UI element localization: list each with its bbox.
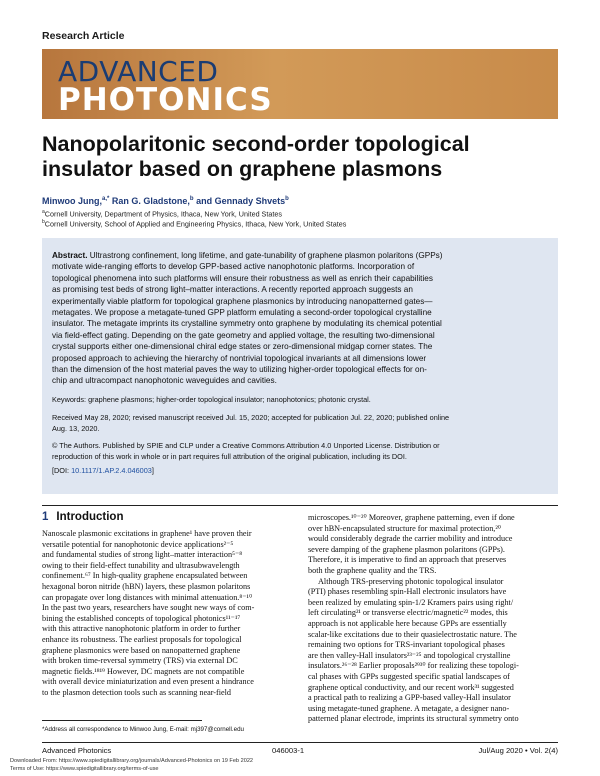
doi-line: [DOI: 10.1117/1.AP.2.4.046003] bbox=[52, 466, 154, 475]
footer-issue: Jul/Aug 2020 • Vol. 2(4) bbox=[478, 746, 558, 755]
abstract-label: Abstract. bbox=[52, 251, 88, 260]
affiliation-b: $^b$Cornell University, School of Applied and Engineering Physics, Ithaca, New York, United States bbox=[42, 219, 347, 229]
article-title bbox=[42, 132, 558, 182]
author-affil-mark: b bbox=[189, 196, 194, 202]
author-affil-mark: b bbox=[285, 196, 289, 202]
footnote-rule bbox=[42, 720, 202, 721]
author-list bbox=[42, 196, 289, 206]
right-column: microscopes.¹⁰⁻²⁰ Moreover, graphene patterning, even if done over hBN-encapsulated structure for maximal protection,²⁰ would considerably degrade the carrier mobility and introduce severe damping of the graphene plasmon polaritons (GPPs). Therefore, it is imperative to find an approach that preserves both the graphene quality and the TRS. Although TRS-preserving photonic topological insulator (PTI) phases resembling spin-Hall electronic insulators have been realized by emulating spin-1/2 Kramers pairs using right/ left circulating²¹ or transverse electric/magnetic²² modes, this approach is not applicable here because GPPs are essentially scalar-like excitations due to their quasielectrostatic nature. The remaining two options for TRS-invariant topological phases are then valley-Hall insulators²³⁻²⁵ and topological crystalline insulators.²⁶⁻²⁸ Earlier proposals²⁹³⁰ for realizing these topologi- cal phases with GPPs suggested specific spatial landscapes of graphene optical conductivity, and our recent work³¹ suggested a practical path to realizing a GPP-based valley-Hall insulator using metagate-tuned graphene. A metagate, a designer nano- patterned planar electrode, imprints its structural symmetry onto bbox=[308, 513, 519, 724]
section-divider bbox=[42, 505, 558, 506]
correspondence-footnote: *Address all correspondence to Minwoo Jung, E-mail: mj397@cornell.edu bbox=[42, 726, 244, 733]
author-affil-mark: a,* bbox=[102, 196, 110, 202]
keywords: Keywords: graphene plasmons; higher-order topological insulator; nanophotonics; photonic crystal. bbox=[52, 395, 371, 404]
title-line-2: insulator based on graphene plasmons bbox=[42, 157, 443, 181]
left-column: Nanoscale plasmonic excitations in graphene¹ have proven their versatile potential for nanophotonic device applications²⁻⁵ and fundamental studies of strong light–matter interaction⁵⁻⁸ owing to their field-effect tunability and ultrasubwavelength confinement.⁶⁷ In high-quality graphene encapsulated between hexagonal boron nitride (hBN) layers, these plasmon polaritons can propagate over long distances with minimal attenuation.⁸⁻¹⁰ In the past two years, researchers have sought new ways of com- bining the established concepts of topological photonics¹¹⁻¹⁷ with this attractive nanophotonic platform in order to further enhance its robustness. The earliest proposals for topological graphene plasmonics were based on nanopatterned graphene with broken time-reversal symmetry (TRS) via external DC magnetic fields.¹⁸¹⁹ However, DC magnets are not compatible with overall device miniaturization and even present a hindrance to the plasmon detection tools such as scanning near-field bbox=[42, 529, 255, 697]
author-name[interactable]: Ran G. Gladstone, bbox=[111, 196, 190, 206]
license-statement: © The Authors. Published by SPIE and CLP under a Creative Commons Attribution 4.0 Unported License. Distribution or reproduction of this work in whole or in part requires full attribution of the original publication, including its DOI. bbox=[52, 441, 440, 461]
affiliation-a: $^a$Cornell University, Department of Physics, Ithaca, New York, United States bbox=[42, 209, 282, 219]
footer-rule bbox=[42, 742, 558, 743]
publication-history: Received May 28, 2020; revised manuscript received Jul. 15, 2020; accepted for publication Jul. 22, 2020; published online Aug. 13, 2020. bbox=[52, 413, 450, 433]
author-name[interactable]: and Gennady Shvets bbox=[196, 196, 286, 206]
title-line-1: Nanopolaritonic second-order topological bbox=[42, 132, 470, 156]
journal-banner-line2: PHOTONICS bbox=[58, 82, 273, 118]
footer-page-number: 046003-1 bbox=[272, 746, 305, 755]
footer-journal: Advanced Photonics bbox=[42, 746, 112, 755]
author-name[interactable]: Minwoo Jung, bbox=[42, 196, 102, 206]
doi-link[interactable]: 10.1117/1.AP.2.4.046003 bbox=[71, 466, 152, 475]
download-notice: Downloaded From: https://www.spiedigitallibrary.org/journals/Advanced-Photonics on 19 Feb 2022 bbox=[10, 758, 254, 764]
abstract-text: Abstract. Ultrastrong confinement, long lifetime, and gate-tunability of graphene plasmon polaritons (GPPs) motivate wide-ranging efforts to develop GPP-based active nanophotonic platforms. Incorporation of topological phenomena into such platforms will ensure their robustness as well as enrich their capabilities as promising test beds of strong light–matter interactions. A recently reported approach suggests an experimentally viable platform for topological graphene plasmonics by introducing nanopatterned gates— metagates. We propose a metagate-tuned GPP platform emulating a second-order topological crystalline insulator. The metagate imprints its crystalline symmetry onto graphene by modulating its chemical potential via field-effect gating. Depending on the gate geometry and applied voltage, the resulting two-dimensional crystal supports either one-dimensional chiral edge states or zero-dimensional midgap corner states. The proposed approach to achieving the hierarchy of nontrivial topological invariants at all dimensions lower than the dimension of the host material paves the way to utilizing higher-order topological effects for on- chip and ultracompact nanophotonic waveguides and cavities. bbox=[52, 251, 443, 386]
terms-of-use-link[interactable]: Terms of Use: https://www.spiedigitallibrary.org/terms-of-use bbox=[10, 766, 159, 772]
section-heading: 1 Introduction bbox=[42, 511, 124, 523]
journal-banner bbox=[42, 49, 558, 119]
journal-banner-line1: ADVANCED bbox=[58, 55, 219, 88]
article-type-label: Research Article bbox=[42, 30, 125, 42]
page-footer bbox=[42, 746, 558, 755]
